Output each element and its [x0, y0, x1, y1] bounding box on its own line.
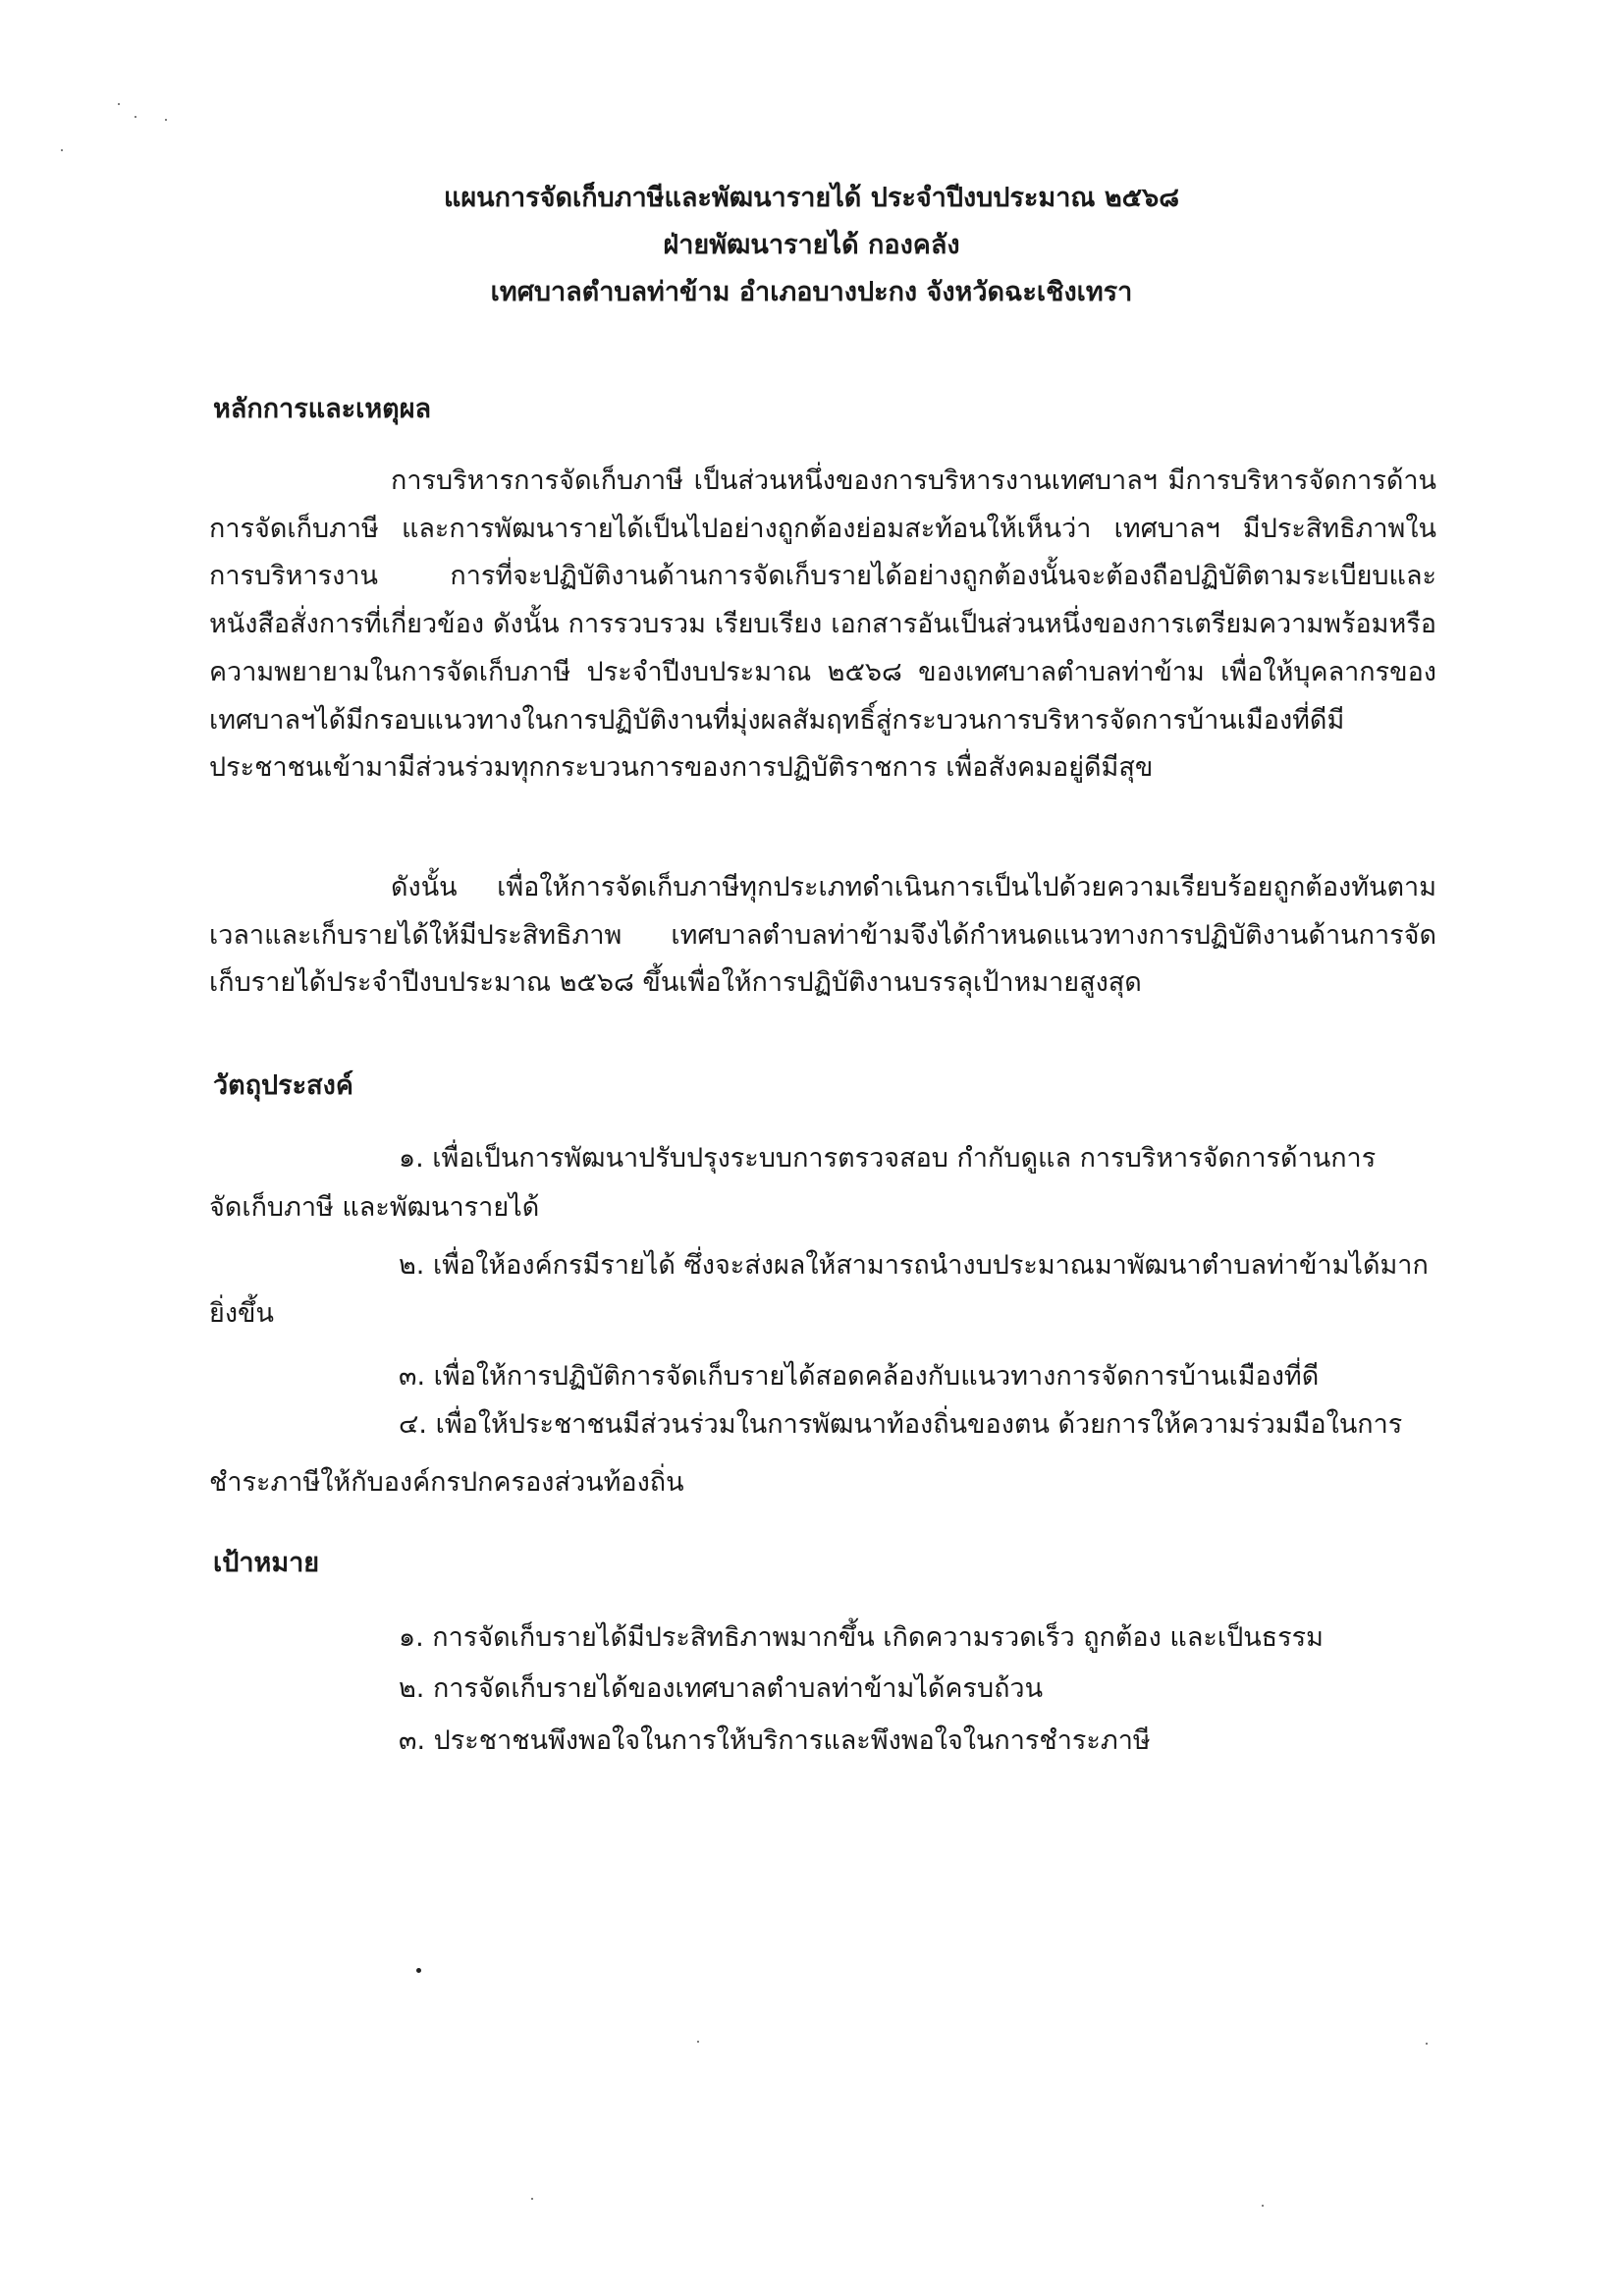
principles-heading: หลักการและเหตุผล: [213, 394, 432, 424]
scan-speck: [118, 103, 120, 105]
scan-speck: [697, 2041, 699, 2043]
goal-item-1: ๑. การจัดเก็บรายได้มีประสิทธิภาพมากขึ้น เกิดความรวดเร็ว ถูกต้อง และเป็นธรรม: [399, 1622, 1324, 1653]
objective-item-4: ๔. เพื่อให้ประชาชนมีส่วนร่วมในการพัฒนาท้องถิ่นของตน ด้วยการให้ความร่วมมือในการ: [399, 1409, 1403, 1440]
objectives-heading: วัตถุประสงค์: [213, 1070, 353, 1101]
goal-item-2: ๒. การจัดเก็บรายได้ของเทศบาลตำบลท่าข้ามได้ครบถ้วน: [399, 1673, 1044, 1704]
objective-item-2: ๒. เพื่อให้องค์กรมีรายได้ ซึ่งจะส่งผลให้สามารถนำงบประมาณมาพัฒนาตำบลท่าข้ามได้มาก: [399, 1250, 1429, 1281]
goal-item-3: ๓. ประชาชนพึงพอใจในการให้บริการและพึงพอใจในการชำระภาษี: [399, 1725, 1151, 1756]
objective-item-3: ๓. เพื่อให้การปฏิบัติการจัดเก็บรายได้สอดคล้องกับแนวทางการจัดการบ้านเมืองที่ดี: [399, 1361, 1320, 1392]
scan-speck: [416, 1968, 421, 1973]
title-line-1: แผนการจัดเก็บภาษีและพัฒนารายได้ ประจำปีงบประมาณ ๒๕๖๘: [443, 183, 1180, 213]
scan-speck: [1426, 2043, 1428, 2045]
scan-speck: [135, 116, 136, 118]
objective-item-1: ๑. เพื่อเป็นการพัฒนาปรับปรุงระบบการตรวจสอบ กำกับดูแล การบริหารจัดการด้านการ: [399, 1143, 1377, 1174]
document-title: [0, 175, 1623, 316]
principles-paragraph-1: การบริหารการจัดเก็บภาษี เป็นส่วนหนึ่งของการบริหารงานเทศบาลฯ มีการบริหารจัดการด้านการจัดเก็บภาษี และการพัฒนารายได้เป็นไปอย่างถูกต้องย่อมสะท้อนให้เห็นว่า เทศบาลฯ มีประสิทธิภาพในการบริหารงาน การที่จะปฏิบัติงานด้านการจัดเก็บรายได้อย่างถูกต้องนั้นจะต้องถือปฏิบัติตามระเบียบและหนังสือสั่งการที่เกี่ยวข้อง ดังนั้น การรวบรวม เรียบเรียง เอกสารอันเป็นส่วนหนึ่งของการเตรียมความพร้อมหรือความพยายามในการจัดเก็บภาษี ประจำปีงบประมาณ ๒๕๖๘ ของเทศบาลตำบลท่าข้าม เพื่อให้บุคลากรของ เทศบาลฯได้มีกรอบแนวทางในการปฏิบัติงานที่มุ่งผลสัมฤทธิ์สู่กระบวนการบริหารจัดการบ้านเมืองที่ดีมีประชาชนเข้ามามีส่วนร่วมทุกกระบวนการของการปฏิบัติราชการ เพื่อสังคมอยู่ดีมีสุข: [209, 465, 1436, 784]
principles-paragraph-2: ดังนั้น เพื่อให้การจัดเก็บภาษีทุกประเภทดำเนินการเป็นไปด้วยความเรียบร้อยถูกต้องทันตามเวลาและเก็บรายได้ให้มีประสิทธิภาพ เทศบาลตำบลท่าข้ามจึงได้กำหนดแนวทางการปฏิบัติงานด้านการจัดเก็บรายได้ประจำปีงบประมาณ ๒๕๖๘ ขึ้นเพื่อให้การปฏิบัติงานบรรลุเป้าหมายสูงสุด: [209, 872, 1436, 999]
scan-speck: [165, 119, 167, 121]
goals-heading: เป้าหมาย: [213, 1548, 320, 1578]
scan-speck: [531, 2198, 533, 2200]
objective-item-2-continued: ยิ่งขึ้น: [209, 1298, 274, 1329]
title-line-3: เทศบาลตำบลท่าข้าม อำเภอบางปะกง จังหวัดฉะเชิงเทรา: [490, 277, 1133, 307]
scan-speck: [1262, 2205, 1264, 2207]
objective-item-4-continued: ชำระภาษีให้กับองค์กรปกครองส่วนท้องถิ่น: [209, 1467, 684, 1498]
objective-item-1-continued: จัดเก็บภาษี และพัฒนารายได้: [209, 1192, 540, 1223]
title-line-2: ฝ่ายพัฒนารายได้ กองคลัง: [663, 230, 960, 260]
scan-speck: [61, 149, 63, 151]
